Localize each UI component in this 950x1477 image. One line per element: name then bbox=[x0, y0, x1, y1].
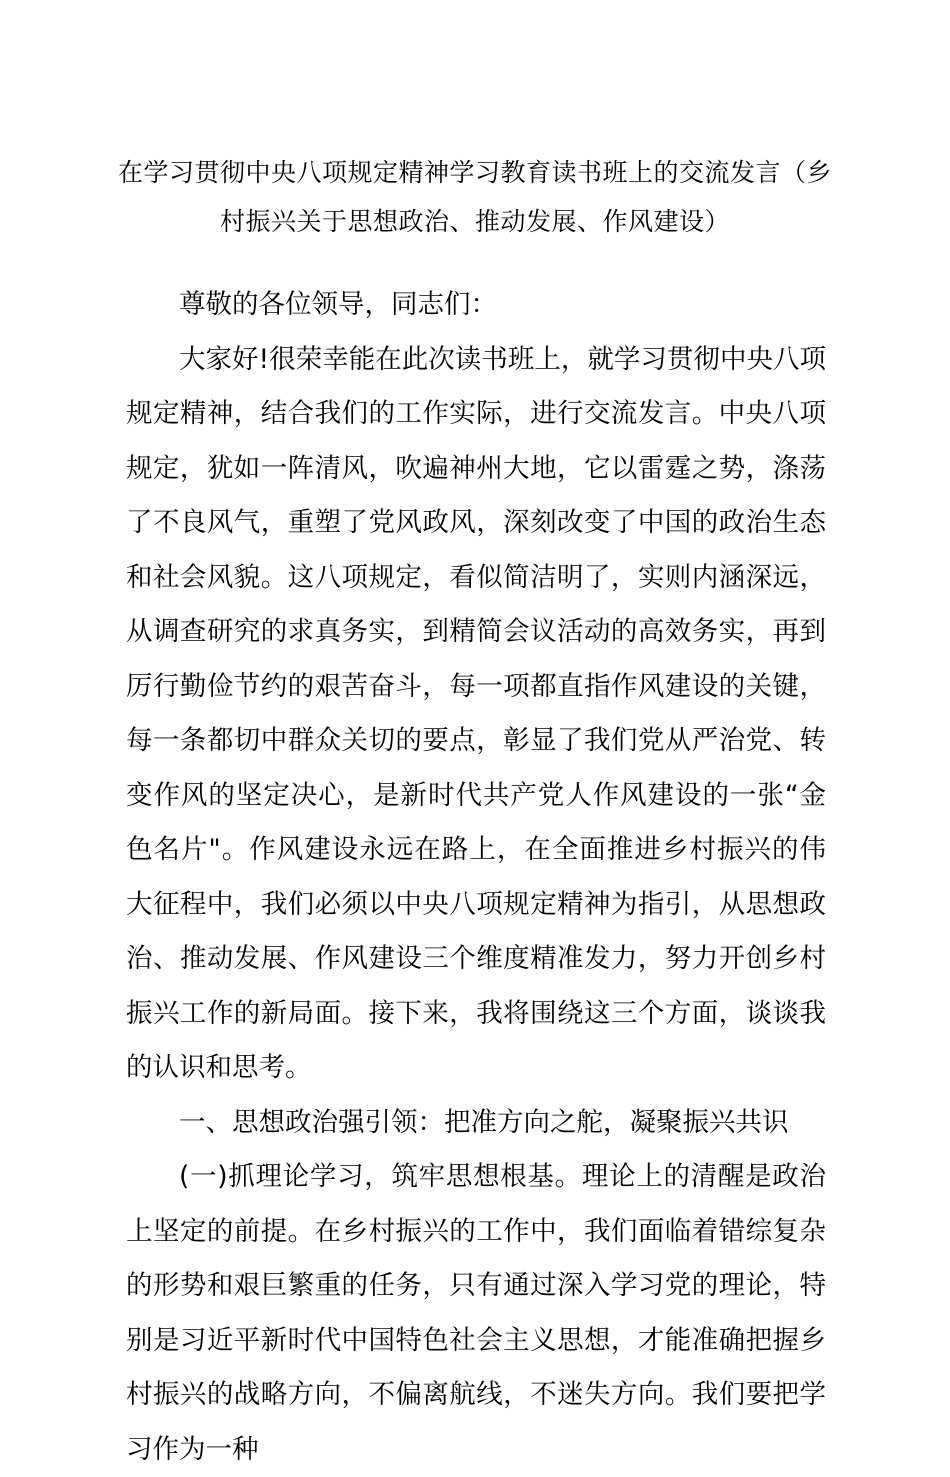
section-heading-1: 一、思想政治强引领：把准方向之舵，凝聚振兴共识 bbox=[179, 1106, 789, 1138]
paragraph-intro: 大家好!很荣幸能在此次读书班上，就学习贯彻中央八项规定精神，结合我们的工作实际，进行交流发言。中央八项规定，犹如一阵清风，吹遍神州大地，它以雷霆之势，涤荡了不良风气，重塑了党风政风，深刻改变了中国的政治生态和社会风貌。这八项规定，看似简洁明了，实则内涵深远，从调查研究的求真务实，到精简会议活动的高效务实，再到厉行勤俭节约的艰苦奋斗，每一项都直指作风建设的关键，每一条都切中群众关切的要点，彰显了我们党从严治党、转变作风的坚定决心，是新时代共产党人作风建设的一张“金色名片"。作风建设永远在路上，在全面推进乡村振兴的伟大征程中，我们必须以中央八项规定精神为指引，从思想政治、推动发展、作风建设三个维度精准发力，努力开创乡村振兴工作的新局面。接下来，我将围绕这三个方面，谈谈我的认识和思考。 bbox=[126, 343, 826, 1083]
document-body bbox=[126, 278, 826, 1477]
salutation: 尊敬的各位领导，同志们： bbox=[179, 289, 497, 320]
document-title-line-2: 村振兴关于思想政治、推动发展、作风建设） bbox=[219, 207, 730, 236]
document-title-line-1: 在学习贯彻中央八项规定精神学习教育读书班上的交流发言（乡 bbox=[117, 158, 832, 187]
paragraph-theory-study: (一)抓理论学习，筑牢思想根基。理论上的清醒是政治上坚定的前提。在乡村振兴的工作中，我们面临着错综复杂的形势和艰巨繁重的任务，只有通过深入学习党的理论，特别是习近平新时代中国特色社会主义思想，才能准确把握乡村振兴的战略方向，不偏离航线，不迷失方向。我们要把学习作为一种 bbox=[126, 1161, 826, 1465]
